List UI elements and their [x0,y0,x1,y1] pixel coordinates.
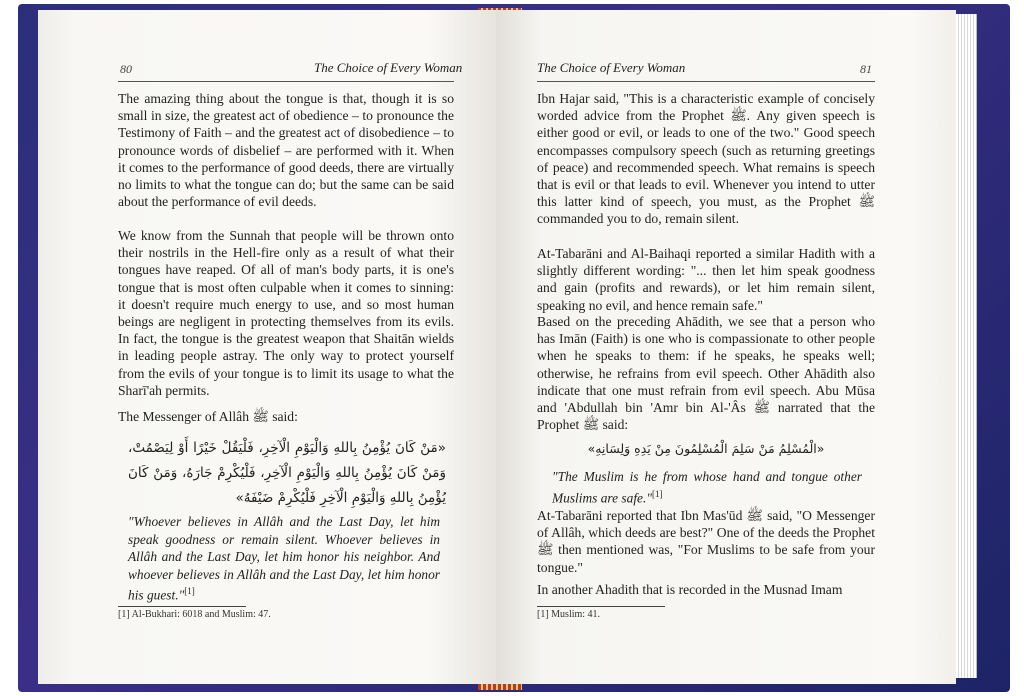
left-page-number: 80 [120,62,132,76]
left-paragraph-2: We know from the Sunnah that people will be thrown onto their nostrils in the Hell-fire only as a result of what their tongues have reaped. Of all of man's body parts, it is one's tongue that is most often culpable when it comes to sinning: it doesn't require much energy to use, and so most human beings are negligent in protecting themselves from its evils. In fact, the tongue is the greatest weapon that Shaitān wields in leading people astray. The only way to protect yourself from the evils of your tongue is to limit its usage to what the Sharī'ah permits. [118,228,454,398]
right-hadith-translation [552,468,862,507]
left-arabic-hadith: «مَنْ كَانَ يُؤْمِنُ بِاللهِ وَالْيَوْمِ الْآخِرِ، فَلْيَقُلْ خَيْرًا أَوْ لِيَصْمُتْ، وَمَنْ كَانَ يُؤْمِنُ بِاللهِ وَالْيَوْمِ الْآخِرِ، فَلْيُكْرِمْ جَارَهُ، وَمَنْ كَانَ يُؤْمِنُ بِاللهِ وَالْيَوْمِ الْآخِرِ فَلْيُكْرِمْ ضَيْفَهُ» [128,440,446,506]
left-messenger-line: The Messenger of Allâh ﷺ said: [118,409,298,424]
left-running-title: The Choice of Every Woman [314,60,463,75]
right-paragraph-4: At-Tabarāni reported that Ibn Mas'ūd ﷺ said, "O Messenger of Allâh, which deeds are best?" One of the deeds the Prophet ﷺ then mentioned was, "For Muslims to be safe from your tongue." [537,508,875,575]
right-paragraph-2: At-Tabarāni and Al-Baihaqi reported a similar Hadith with a slightly different wording: "... then let him speak goodness and gain (profits and rewards), or let him remain silent, speaking no evil, and hence remain safe." [537,246,875,313]
right-translation-text: "The Muslim is he from whose hand and tongue other Muslims are safe." [552,469,862,506]
right-header-rule [537,81,875,82]
right-footnote-marker: [1] [651,488,663,499]
right-paragraph-3: Based on the preceding Ahādith, we see that a person who has Imān (Faith) is one who is compassionate to other people when he speaks to them: if he speaks, he speaks well; otherwise, he refrains from evil speech. Other Ahādith also indicate that one must refrain from evil speech. Abu Mūsa and 'Abdullah bin 'Amr bin Al-'Âs ﷺ narrated that the Prophet ﷺ said: [537,314,875,433]
left-hadith-translation [128,513,440,604]
right-page [496,10,956,684]
right-paragraph-5: In another Ahadith that is recorded in the Musnad Imam [537,582,843,597]
page-edges [956,14,977,678]
spine-headband-bottom [478,684,522,690]
left-paragraph-1: The amazing thing about the tongue is that, though it is so small in size, the greatest act of obedience – to pronounce the Testimony of Faith – and the greatest act of disobedience – to pronounce words of disbelief – are performed with it. When it comes to the performance of good deeds, there are virtually no limits to what the tongue can do; but the same can be said about the performance of evil deeds. [118,91,454,210]
left-footnote: [1] Al-Bukhari: 6018 and Muslim: 47. [118,609,271,620]
left-page [38,10,496,684]
left-header-rule [118,81,454,82]
left-translation-text: "Whoever believes in Allâh and the Last Day, let him speak goodness or remain silent. Whoever believes in Allâh and the Last Day, let him honor his neighbor. And whoever believes in Allâh and the Last Day, let him honor his guest." [128,514,440,603]
right-paragraph-1: Ibn Hajar said, "This is a characteristic example of concisely worded advice from the Prophet ﷺ. Any given speech is either good or evil, or leads to one of the two." Good speech encompasses compulsory speech (such as returning greetings of peace) and recommended speech. What remains is speech that is evil or that leads to evil. Whenever you intend to utter this latter kind of speech, you must, as the Prophet ﷺ commanded you to do, remain silent. [537,91,875,227]
left-footnote-rule [118,606,246,607]
right-page-number: 81 [860,62,872,76]
left-footnote-marker: [1] [184,586,195,597]
right-arabic-hadith: «الْمُسْلِمُ مَنْ سَلِمَ الْمُسْلِمُونَ مِنْ يَدِهِ وَلِسَانِهِ» [587,441,825,456]
right-footnote-rule [537,606,665,607]
right-footnote: [1] Muslim: 41. [537,609,601,620]
right-running-title: The Choice of Every Woman [537,60,686,75]
